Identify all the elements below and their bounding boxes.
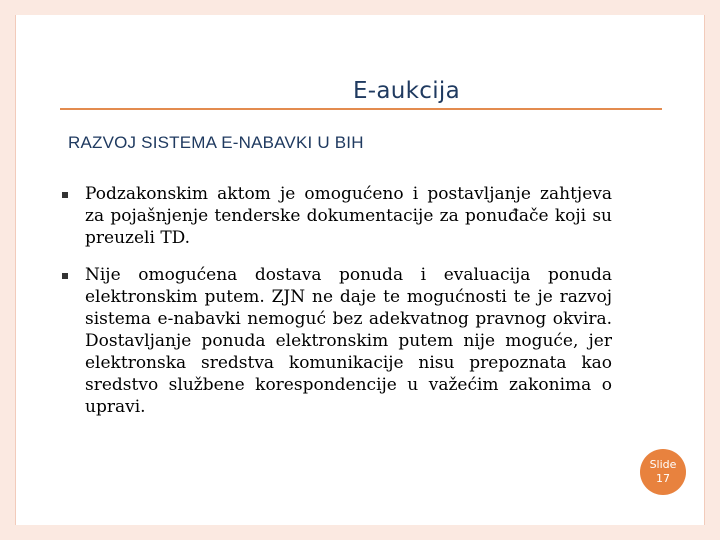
slide-badge-number: 17 bbox=[656, 472, 670, 485]
bullet-list bbox=[60, 183, 612, 433]
slide-subtitle: RAZVOJ SISTEMA E-NABAVKI U BIH bbox=[68, 133, 364, 152]
slide-title: E-aukcija bbox=[352, 78, 460, 104]
square-bullet-icon bbox=[62, 273, 68, 279]
slide-badge-label: Slide bbox=[649, 458, 677, 471]
bullet-item bbox=[60, 264, 612, 418]
bullet-item bbox=[60, 183, 612, 249]
bullet-text: Podzakonskim aktom je omogućeno i postavljanje zahtjeva za pojašnjenje tenderske dokumentacije za ponuđače koji su preuzeli TD. bbox=[85, 184, 612, 248]
square-bullet-icon bbox=[62, 192, 68, 198]
bullet-text: Nije omogućena dostava ponuda i evaluacija ponuda elektronskim putem. ZJN ne daje te mogućnosti te je razvoj sistema e-nabavki nemoguć bez adekvatnog pravnog okvira. Dostavljanje ponuda elektronskim putem nije moguće, jer elektronska sredstva komunikacije nisu prepoznata kao sredstvo službene korespondencije u važećim zakonima o upravi. bbox=[85, 265, 612, 417]
slide-number-badge bbox=[640, 449, 686, 495]
title-divider bbox=[60, 108, 662, 110]
